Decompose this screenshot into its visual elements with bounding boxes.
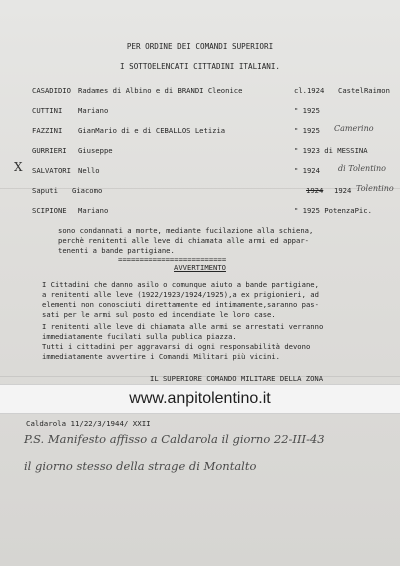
header-line-1: PER ORDINE DEI COMANDI SUPERIORI bbox=[126, 42, 274, 51]
warning-line: immediatamente avvertire i Comandi Militari più vicini. bbox=[42, 352, 280, 361]
warning-line: I Cittadini che danno asilo o comunque aiuto a bande partigiane, bbox=[42, 280, 319, 289]
name-row bbox=[32, 206, 398, 216]
name-row bbox=[32, 106, 398, 116]
given-name: Nello bbox=[78, 166, 100, 175]
given-name: Mariano bbox=[78, 206, 109, 215]
surname: SCIPIONE bbox=[32, 206, 67, 215]
warning-line: elementi non conosciuti direttamente ed intimamente,saranno pas- bbox=[42, 300, 319, 309]
watermark-url: www.anpitolentino.it bbox=[129, 390, 271, 407]
separator-line: ========================= bbox=[118, 255, 227, 264]
warning-line: I renitenti alle leve di chiamata alle armi se arrestati verranno bbox=[42, 322, 324, 331]
surname: Saputi bbox=[32, 186, 58, 195]
warning-title: AVVERTIMENTO bbox=[174, 263, 226, 272]
condemnation-line: tenenti a bande partigiane. bbox=[58, 246, 175, 255]
birth-year: " 1925 bbox=[294, 106, 320, 115]
warning-line: Tutti i cittadini per aggravarsi di ogni responsabilità devono bbox=[42, 342, 311, 351]
name-row bbox=[32, 166, 398, 176]
struck-year: 1924 bbox=[306, 186, 324, 195]
handwritten-postscript-line: il giorno stesso della strage di Montalto bbox=[24, 459, 257, 473]
handwritten-note: Tolentino bbox=[356, 184, 394, 193]
warning-line: a renitenti alle leve (1922/1923/1924/1925),a ex prigionieri, ad bbox=[42, 290, 319, 299]
header-line-2: I SOTTOELENCATI CITTADINI ITALIANI. bbox=[119, 62, 280, 71]
birth-place: CastelRaimon bbox=[338, 86, 390, 95]
surname: CASADIDIO bbox=[32, 86, 71, 95]
name-row bbox=[32, 86, 398, 96]
date-line: Caldarola 11/22/3/1944/ XXII bbox=[26, 419, 151, 428]
name-row bbox=[32, 126, 398, 136]
handwritten-note: di Tolentino bbox=[338, 164, 386, 173]
surname: GURRIERI bbox=[32, 146, 67, 155]
surname: CUTTINI bbox=[32, 106, 63, 115]
warning-line: immediatamente fucilati sulla publica piazza. bbox=[42, 332, 237, 341]
signature-line: IL SUPERIORE COMANDO MILITARE DELLA ZONA bbox=[150, 374, 324, 383]
watermark-banner bbox=[0, 384, 400, 414]
handwritten-note: Camerino bbox=[334, 124, 374, 133]
birth-year: " 1925 bbox=[294, 126, 320, 135]
name-row bbox=[32, 186, 398, 196]
handwritten-x-mark: X bbox=[14, 160, 23, 174]
warning-line: sati per le armi sul posto ed incendiate le loro case. bbox=[42, 310, 276, 319]
condemnation-line: sono condannati a morte, mediante fucilazione alla schiena, bbox=[58, 226, 314, 235]
given-name: Giuseppe bbox=[78, 146, 113, 155]
birth-year: 1924 bbox=[334, 186, 352, 195]
birth-year: cl.1924 bbox=[294, 86, 325, 95]
name-row bbox=[32, 146, 398, 156]
given-name: Radames di Albino e di BRANDI Cleonice bbox=[78, 86, 243, 95]
birth-year: " 1924 bbox=[294, 166, 320, 175]
handwritten-postscript-line: P.S. Manifesto affisso a Caldarola il giorno 22-III-43 bbox=[24, 432, 325, 446]
condemnation-line: perchè renitenti alle leve di chiamata alle armi ed appar- bbox=[58, 236, 309, 245]
given-name: Mariano bbox=[78, 106, 109, 115]
given-name: GianMario di e di CEBALLOS Letizia bbox=[78, 126, 226, 135]
birth-year: " 1925 PotenzaPic. bbox=[294, 206, 372, 215]
birth-year: " 1923 di MESSINA bbox=[294, 146, 368, 155]
surname: FAZZINI bbox=[32, 126, 63, 135]
surname: SALVATORI bbox=[32, 166, 71, 175]
given-name: Giacomo bbox=[72, 186, 103, 195]
